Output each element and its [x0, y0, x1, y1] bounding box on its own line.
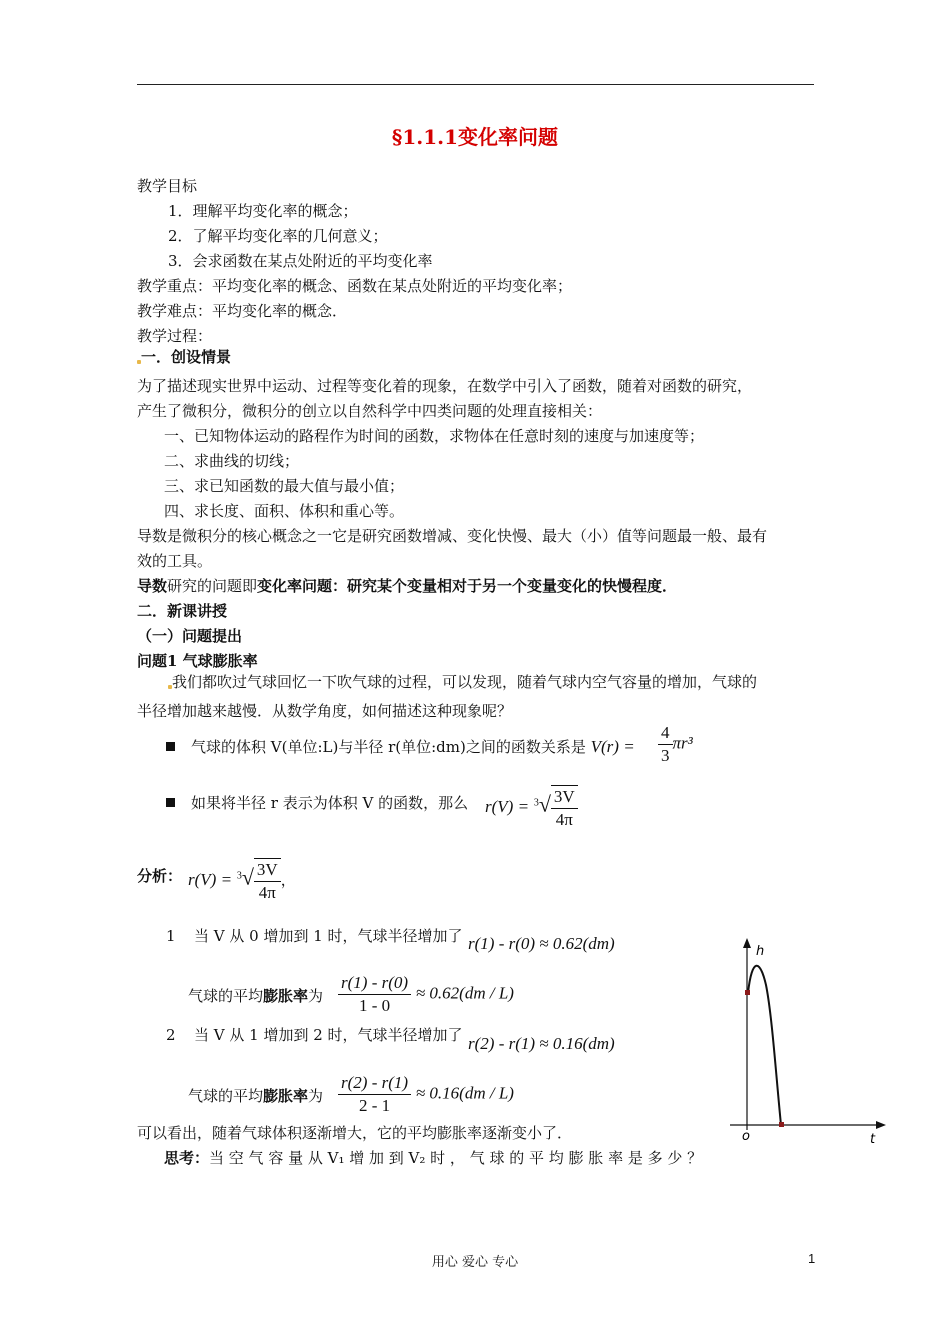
bullet-radius: 如果将半径 r 表示为体积 V 的函数，那么: [166, 793, 468, 813]
core-concept-line2: 效的工具。: [137, 552, 213, 570]
problem-item: 三、求已知函数的最大值与最小值；: [164, 477, 405, 495]
problem-title: 问题1 气球膨胀率: [137, 652, 258, 670]
header-rule: [137, 84, 814, 85]
bullet-volume: 气球的体积 V(单位:L)与半径 r(单位:dm)之间的函数关系是 V(r) =: [166, 737, 635, 757]
section1-heading: 一．创设情景: [137, 347, 231, 367]
step1-formula: r(1) - r(0) ≈ 0.62(dm): [468, 934, 615, 953]
y-axis-label: h: [756, 944, 765, 959]
step2-number: 2: [166, 1026, 176, 1044]
step2-text: 当 V 从 1 增加到 2 时，气球半径增加了: [194, 1026, 463, 1044]
difficulty: 教学难点：平均变化率的概念．: [137, 302, 348, 320]
objective-item: 2．了解平均变化率的几何意义；: [168, 227, 388, 245]
page-number: 1: [808, 1251, 816, 1266]
avg1-formula: $\frac{r(1) - r(0)}{1 - 0}$ ≈ 0.62(dm / L): [338, 972, 514, 1017]
page-title: §1.1.1变化率问题: [391, 125, 559, 149]
x-axis-arrow-icon: [876, 1121, 886, 1129]
section2-subheading: （一）问题提出: [137, 627, 243, 645]
curve-start-point: [745, 990, 750, 995]
process-label: 教学过程：: [137, 327, 213, 345]
step1-text: 当 V 从 0 增加到 1 时，气球半径增加了: [194, 927, 463, 945]
analysis-label: 分析：: [137, 867, 183, 885]
conclusion: 可以看出，随着气球体积逐渐增大，它的平均膨胀率逐渐变小了．: [137, 1124, 573, 1142]
section1-intro-line1: 为了描述现实世界中运动、过程等变化着的现象，在数学中引入了函数，随着对函数的研究，: [137, 377, 753, 395]
radius-formula: r(V) = $^3$√ $\frac{3V}{4\pi}$: [485, 785, 578, 831]
volume-fraction: $\frac{4}{3}$ πr³: [658, 722, 693, 767]
height-time-graph: [720, 935, 890, 1150]
x-axis-label: t: [870, 1132, 876, 1147]
problem-item: 四、求长度、面积、体积和重心等。: [164, 502, 405, 520]
curve-end-point: [779, 1122, 784, 1127]
step2-formula: r(2) - r(1) ≈ 0.16(dm): [468, 1034, 615, 1053]
avg2-label: 气球的平均膨胀率为: [188, 1087, 324, 1105]
height-curve: [748, 966, 781, 1125]
bullet-square-icon: [166, 798, 175, 807]
y-axis-arrow-icon: [743, 938, 751, 948]
section2-heading: 二．新课讲授: [137, 602, 228, 620]
avg2-formula: $\frac{r(2) - r(1)}{2 - 1}$ ≈ 0.16(dm / L): [338, 1072, 514, 1117]
origin-label: o: [742, 1129, 750, 1144]
key-points: 教学重点：平均变化率的概念、函数在某点处附近的平均变化率；: [137, 277, 573, 295]
problem-paragraph-line1: 我们都吹过气球回忆一下吹气球的过程，可以发现，随着气球内空气容量的增加，气球的: [168, 672, 757, 692]
objective-item: 1．理解平均变化率的概念；: [168, 202, 358, 220]
avg1-label: 气球的平均膨胀率为: [188, 987, 324, 1005]
objective-item: 3．会求函数在某点处附近的平均变化率: [168, 252, 433, 270]
step1-number: 1: [166, 927, 176, 945]
section1-intro-line2: 产生了微积分，微积分的创立以自然科学中四类问题的处理直接相关：: [137, 402, 603, 420]
problem-item: 一、已知物体运动的路程作为时间的函数，求物体在任意时刻的速度与加速度等；: [164, 427, 705, 445]
problem-paragraph-line2: 半径增加越来越慢．从数学角度，如何描述这种现象呢？: [137, 702, 513, 720]
volume-formula: V(r) =: [590, 737, 635, 756]
core-concept-line1: 导数是微积分的核心概念之一它是研究函数增减、变化快慢、最大（小）值等问题最一般、最有: [137, 527, 768, 545]
bullet-square-icon: [166, 742, 175, 751]
problem-item: 二、求曲线的切线；: [164, 452, 300, 470]
think-question: 思考：当 空 气 容 量 从 V₁ 增 加 到 V₂ 时 ， 气 球 的 平 均 膨 胀 率 是 多 少 ？: [164, 1149, 703, 1167]
objectives-heading: 教学目标: [137, 177, 198, 195]
analysis-formula: r(V) = $^3$√ $\frac{3V}{4\pi}$ ，: [188, 860, 296, 902]
derivative-definition: 导数研究的问题即变化率问题：研究某个变量相对于另一个变量变化的快慢程度．: [137, 577, 678, 595]
page-footer: 用心 爱心 专心: [431, 1255, 519, 1270]
